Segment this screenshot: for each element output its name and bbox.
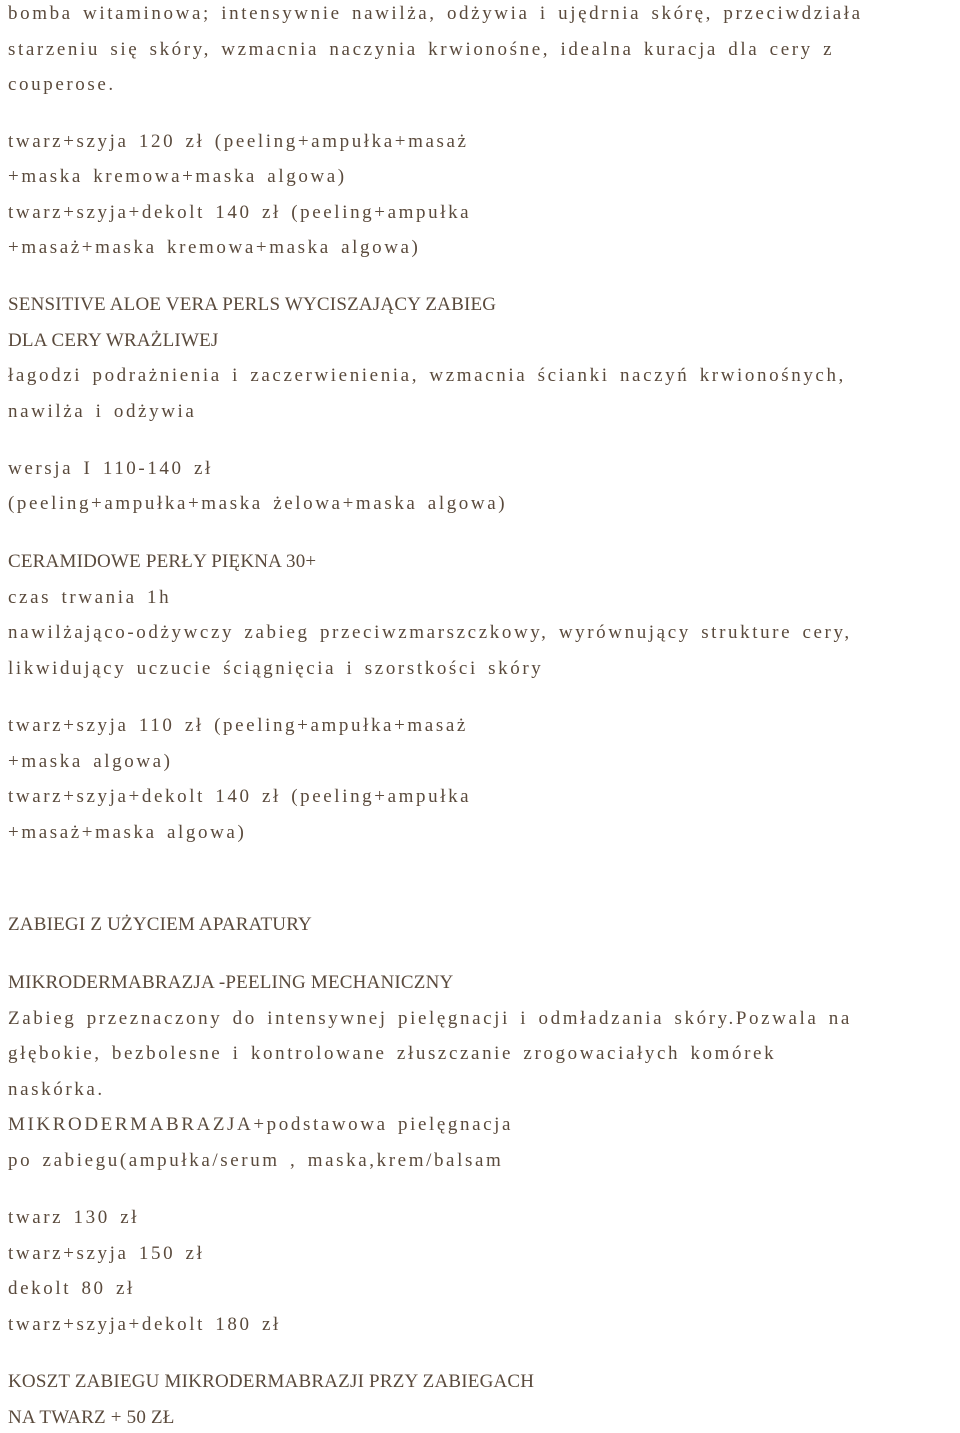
intro-description-line-1: bomba witaminowa; intensywnie nawilża, odżywia i ujędrnia skórę, przeciwdziała bbox=[8, 3, 863, 24]
treatment-description: MIKRODERMABRAZJA+podstawowa pielęgnacja bbox=[8, 1114, 514, 1135]
treatment-description: po zabiegu(ampułka/serum , maska,krem/balsam bbox=[8, 1150, 504, 1171]
treatment-description: likwidujący uczucie ściągnięcia i szorstkości skóry bbox=[8, 658, 544, 679]
section-heading: NA TWARZ + 50 ZŁ bbox=[8, 1407, 175, 1428]
intro-description-line-3: couperose. bbox=[8, 74, 116, 95]
price-line: twarz+szyja 110 zł (peeling+ampułka+masaż bbox=[8, 715, 468, 736]
section-heading: ZABIEGI Z UŻYCIEM APARATURY bbox=[8, 914, 312, 935]
section-heading: MIKRODERMABRAZJA -PEELING MECHANICZNY bbox=[8, 972, 454, 993]
price-line: dekolt 80 zł bbox=[8, 1278, 135, 1299]
price-line: twarz+szyja 150 zł bbox=[8, 1243, 205, 1264]
treatment-duration: czas trwania 1h bbox=[8, 587, 172, 608]
section-heading: SENSITIVE ALOE VERA PERLS WYCISZAJĄCY ZABIEG bbox=[8, 294, 497, 315]
intro-description-line-2: starzeniu się skóry, wzmacnia naczynia krwionośne, idealna kuracja dla cery z bbox=[8, 39, 835, 60]
price-line: +masaż+maska algowa) bbox=[8, 822, 247, 843]
treatment-description: naskórka. bbox=[8, 1079, 105, 1100]
price-line: (peeling+ampułka+maska żelowa+maska algowa) bbox=[8, 493, 508, 514]
section-heading: KOSZT ZABIEGU MIKRODERMABRAZJI PRZY ZABIEGACH bbox=[8, 1371, 535, 1392]
price-line: twarz+szyja 120 zł (peeling+ampułka+masaż bbox=[8, 131, 469, 152]
treatment-description: nawilżająco-odżywczy zabieg przeciwzmarszczkowy, wyrównujący strukture cery, bbox=[8, 622, 852, 643]
price-line: +maska kremowa+maska algowa) bbox=[8, 166, 347, 187]
treatment-description: Zabieg przeznaczony do intensywnej pielęgnacji i odmładzania skóry.Pozwala na bbox=[8, 1008, 852, 1029]
section-heading: CERAMIDOWE PERŁY PIĘKNA 30+ bbox=[8, 551, 317, 572]
section-heading: DLA CERY WRAŻLIWEJ bbox=[8, 330, 219, 351]
price-line: wersja I 110-140 zł bbox=[8, 458, 213, 479]
treatment-description: głębokie, bezbolesne i kontrolowane złuszczanie zrogowaciałych komórek bbox=[8, 1043, 777, 1064]
treatment-description: nawilża i odżywia bbox=[8, 401, 197, 422]
price-line: twarz+szyja+dekolt 140 zł (peeling+ampułka bbox=[8, 202, 472, 223]
treatment-description: łagodzi podrażnienia i zaczerwienienia, wzmacnia ścianki naczyń krwionośnych, bbox=[8, 365, 846, 386]
price-line: +maska algowa) bbox=[8, 751, 173, 772]
price-line: twarz 130 zł bbox=[8, 1207, 140, 1228]
price-line: +masaż+maska kremowa+maska algowa) bbox=[8, 237, 421, 258]
price-line: twarz+szyja+dekolt 140 zł (peeling+ampułka bbox=[8, 786, 472, 807]
price-line: twarz+szyja+dekolt 180 zł bbox=[8, 1314, 281, 1335]
